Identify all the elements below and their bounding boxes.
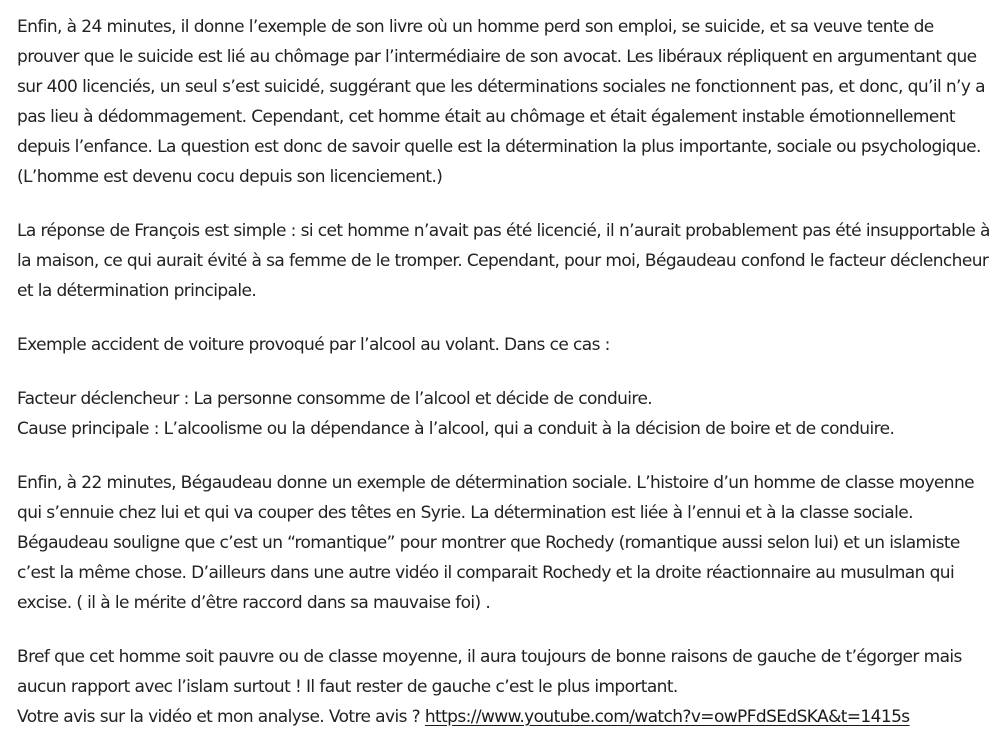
text-line: aucun rapport avec l’islam surtout ! Il faut rester de gauche c’est le plus important. [17, 677, 678, 697]
youtube-video-link[interactable]: https://www.youtube.com/watch?v=owPFdSEdSKA&t=1415s [424, 707, 910, 727]
text-line: Facteur déclencheur : La personne consomme de l’alcool et décide de conduire. [17, 389, 653, 409]
text-line: Enfin, à 24 minutes, il donne l’exemple de son livre où un homme perd son emploi, se suicide, et sa veuve tente de [17, 17, 934, 37]
text-line: La réponse de François est simple : si cet homme n’avait pas été licencié, il n’aurait probablement pas été insupportable à [17, 221, 990, 241]
paragraph-francois-response [17, 216, 990, 306]
text-line: et la détermination principale. [17, 281, 257, 301]
text-line: Cause principale : L’alcoolisme ou la dépendance à l’alcool, qui a conduit à la décision de boire et de conduire. [17, 419, 895, 439]
text-line: sur 400 licenciés, un seul s’est suicidé, suggérant que les déterminations sociales ne fonctionnent pas, et donc, qu’il n’y a [17, 77, 985, 97]
text-line: Bref que cet homme soit pauvre ou de classe moyenne, il aura toujours de bonne raisons de gauche de t’égorger mais [17, 647, 962, 667]
text-line: qui s’ennuie chez lui et qui va couper des têtes en Syrie. La détermination est liée à l’ennui et à la classe sociale. [17, 503, 913, 523]
article-body [17, 12, 990, 756]
text-line-with-link [17, 702, 987, 732]
text-line: excise. ( il à le mérite d’être raccord dans sa mauvaise foi) . [17, 593, 491, 613]
text-line: Bégaudeau souligne que c’est un “romantique” pour montrer que Rochedy (romantique aussi selon lui) et un islamiste [17, 533, 960, 553]
text-line: (L’homme est devenu cocu depuis son licenciement.) [17, 167, 443, 187]
paragraph-car-accident-example [17, 330, 987, 360]
text-line: la maison, ce qui aurait évité à sa femme de le tromper. Cependant, pour moi, Bégaudeau confond le facteur déclencheur [17, 251, 989, 271]
text-line: Enfin, à 22 minutes, Bégaudeau donne un exemple de détermination sociale. L’histoire d’un homme de classe moyenne [17, 473, 974, 493]
text-line: depuis l’enfance. La question est donc de savoir quelle est la détermination la plus importante, sociale ou psychologique. [17, 137, 981, 157]
paragraph-conclusion [17, 642, 987, 732]
text-line: prouver que le suicide est lié au chômage par l’intermédiaire de son avocat. Les libéraux répliquent en argumentant que [17, 47, 977, 67]
paragraph-social-determination [17, 468, 987, 618]
opinion-prompt: Votre avis sur la vidéo et mon analyse. Votre avis ? [17, 707, 425, 727]
paragraph-suicide-example [17, 12, 987, 192]
text-line: Exemple accident de voiture provoqué par l’alcool au volant. Dans ce cas : [17, 335, 610, 355]
text-line: pas lieu à dédommagement. Cependant, cet homme était au chômage et était également instable émotionnellement [17, 107, 955, 127]
paragraph-trigger-vs-cause [17, 384, 987, 444]
text-line: c’est la même chose. D’ailleurs dans une autre vidéo il comparait Rochedy et la droite réactionnaire au musulman qui [17, 563, 955, 583]
